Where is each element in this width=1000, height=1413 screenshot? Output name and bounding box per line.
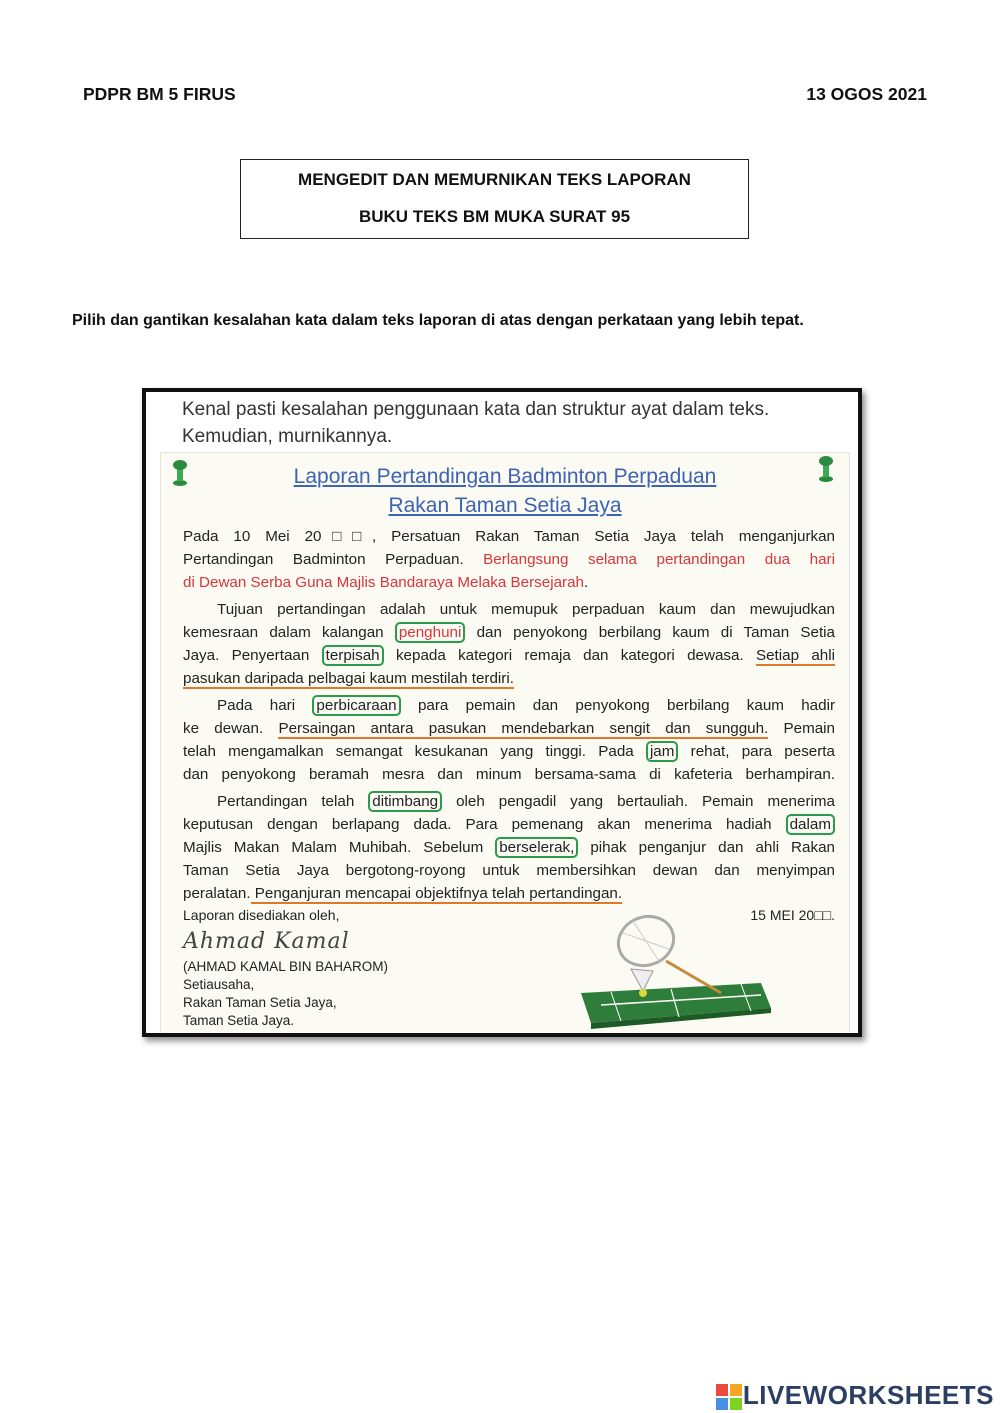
- word-box-terpisah[interactable]: terpisah: [322, 645, 384, 666]
- word-box-jam[interactable]: jam: [646, 741, 678, 762]
- signatory-org-2: Taman Setia Jaya.: [183, 1013, 295, 1028]
- text: .: [584, 574, 589, 591]
- textbook-excerpt: [142, 388, 862, 1037]
- text: ke dewan.: [183, 720, 279, 737]
- title-box: [240, 159, 749, 239]
- text: pihak penganjur dan ahli Rakan: [590, 839, 835, 856]
- text: Pemain: [768, 720, 836, 737]
- p4-line-2: [183, 813, 835, 836]
- underlined-sentence: Setiap ahli: [755, 647, 835, 664]
- p3-line-3: [183, 740, 835, 763]
- signature: Ahmad Kamal: [183, 929, 350, 954]
- signatory-org-1: Rakan Taman Setia Jaya,: [183, 995, 337, 1010]
- text: dan penyokong berbilang kaum di Taman Setia: [476, 624, 835, 641]
- header-class-label: PDPR BM 5 FIRUS: [83, 84, 236, 104]
- header-date: 13 OGOS 2021: [806, 84, 927, 104]
- word-box-dalam[interactable]: dalam: [786, 814, 835, 835]
- p4-line-3: [183, 836, 835, 859]
- error-sentence-red: di Dewan Serba Guna Majlis Bandaraya Melaka Bersejarah: [183, 574, 584, 591]
- word-box-perbicaraan[interactable]: perbicaraan: [312, 695, 400, 716]
- instruction-text: Pilih dan gantikan kesalahan kata dalam teks laporan di atas dengan perkataan yang lebih tepat.: [72, 312, 804, 329]
- badminton-court-illustration: [561, 913, 781, 1033]
- text: rehat, para peserta: [690, 743, 835, 760]
- signatory-position: Setiausaha,: [183, 977, 255, 992]
- title-line-1: MENGEDIT DAN MEMURNIKAN TEKS LAPORAN: [298, 170, 691, 189]
- logo-icon: [715, 1383, 743, 1411]
- p1-line-3: [183, 571, 835, 594]
- text: kepada kategori remaja dan kategori dewasa.: [395, 647, 756, 664]
- p2-line-2: [183, 621, 835, 644]
- p2-line-1: Tujuan pertandingan adalah untuk memupuk perpaduan kaum dan mewujudkan: [217, 601, 835, 618]
- text: Pertandingan telah: [217, 793, 355, 810]
- p4-line-4: Taman Setia Jaya bergotong-royong untuk membersihkan dewan dan menyimpan: [183, 862, 835, 879]
- text: keputusan dengan berlapang dada. Para pemenang akan menerima hadiah: [183, 816, 772, 833]
- report-date: 15 MEI 20□□.: [750, 907, 835, 923]
- underlined-sentence: pasukan daripada pelbagai kaum mestilah terdiri.: [183, 670, 514, 687]
- text: Majlis Makan Malam Muhibah. Sebelum: [183, 839, 484, 856]
- p2-line-4: [183, 667, 835, 690]
- p4-line-5: [183, 882, 835, 905]
- word-box-penghuni[interactable]: penghuni: [395, 622, 466, 643]
- p3-line-2: [183, 717, 835, 740]
- liveworksheets-logo: [715, 1380, 994, 1411]
- brand-text: LIVEWORKSHEETS: [742, 1379, 994, 1410]
- p1-line-1: Pada 10 Mei 20□□, Persatuan Rakan Taman Setia Jaya telah menganjurkan: [183, 528, 835, 545]
- text: para pemain dan penyokong berbilang kaum hadir: [417, 697, 836, 714]
- underlined-sentence: Penganjuran mencapai objektifnya telah pertandingan.: [250, 885, 623, 902]
- word-box-ditimbang[interactable]: ditimbang: [368, 791, 442, 812]
- p4-line-1: [183, 790, 835, 813]
- report-title-line-2: Rakan Taman Setia Jaya: [388, 494, 622, 517]
- p3-line-4: dan penyokong beramah mesra dan minum bersama-sama di kafeteria berhampiran.: [183, 766, 835, 783]
- p1-line-2: [183, 548, 835, 571]
- underlined-sentence: Persaingan antara pasukan mendebarkan sengit dan sungguh.: [278, 720, 769, 737]
- p2-line-3: [183, 644, 835, 667]
- report-paper: [160, 452, 850, 1034]
- text: kemesraan dalam kalangan: [183, 624, 384, 641]
- intro-line-1: Kenal pasti kesalahan penggunaan kata dan struktur ayat dalam teks.: [182, 399, 770, 420]
- signatory-name: (AHMAD KAMAL BIN BAHAROM): [183, 959, 389, 974]
- intro-line-2: Kemudian, murnikannya.: [182, 426, 393, 447]
- error-sentence-red: Berlangsung selama pertandingan dua hari: [483, 551, 835, 568]
- title-line-2: BUKU TEKS BM MUKA SURAT 95: [358, 207, 631, 226]
- report-body: [183, 525, 835, 905]
- text: telah mengamalkan semangat kesukanan yang tinggi. Pada: [183, 743, 634, 760]
- excerpt-intro: [182, 396, 769, 450]
- report-title-line-1: Laporan Pertandingan Badminton Perpaduan: [293, 465, 717, 488]
- text: Pada hari: [217, 697, 296, 714]
- p3-line-1: [183, 694, 835, 717]
- text: peralatan.: [183, 885, 251, 902]
- word-box-berselerak[interactable]: berselerak,: [495, 837, 578, 858]
- text: oleh pengadil yang bertauliah. Pemain menerima: [456, 793, 835, 810]
- text: Jaya. Penyertaan: [183, 647, 310, 664]
- signatory-block: [183, 958, 388, 1030]
- prepared-by: Laporan disediakan oleh,: [183, 907, 340, 923]
- text: Pertandingan Badminton Perpaduan.: [183, 551, 484, 568]
